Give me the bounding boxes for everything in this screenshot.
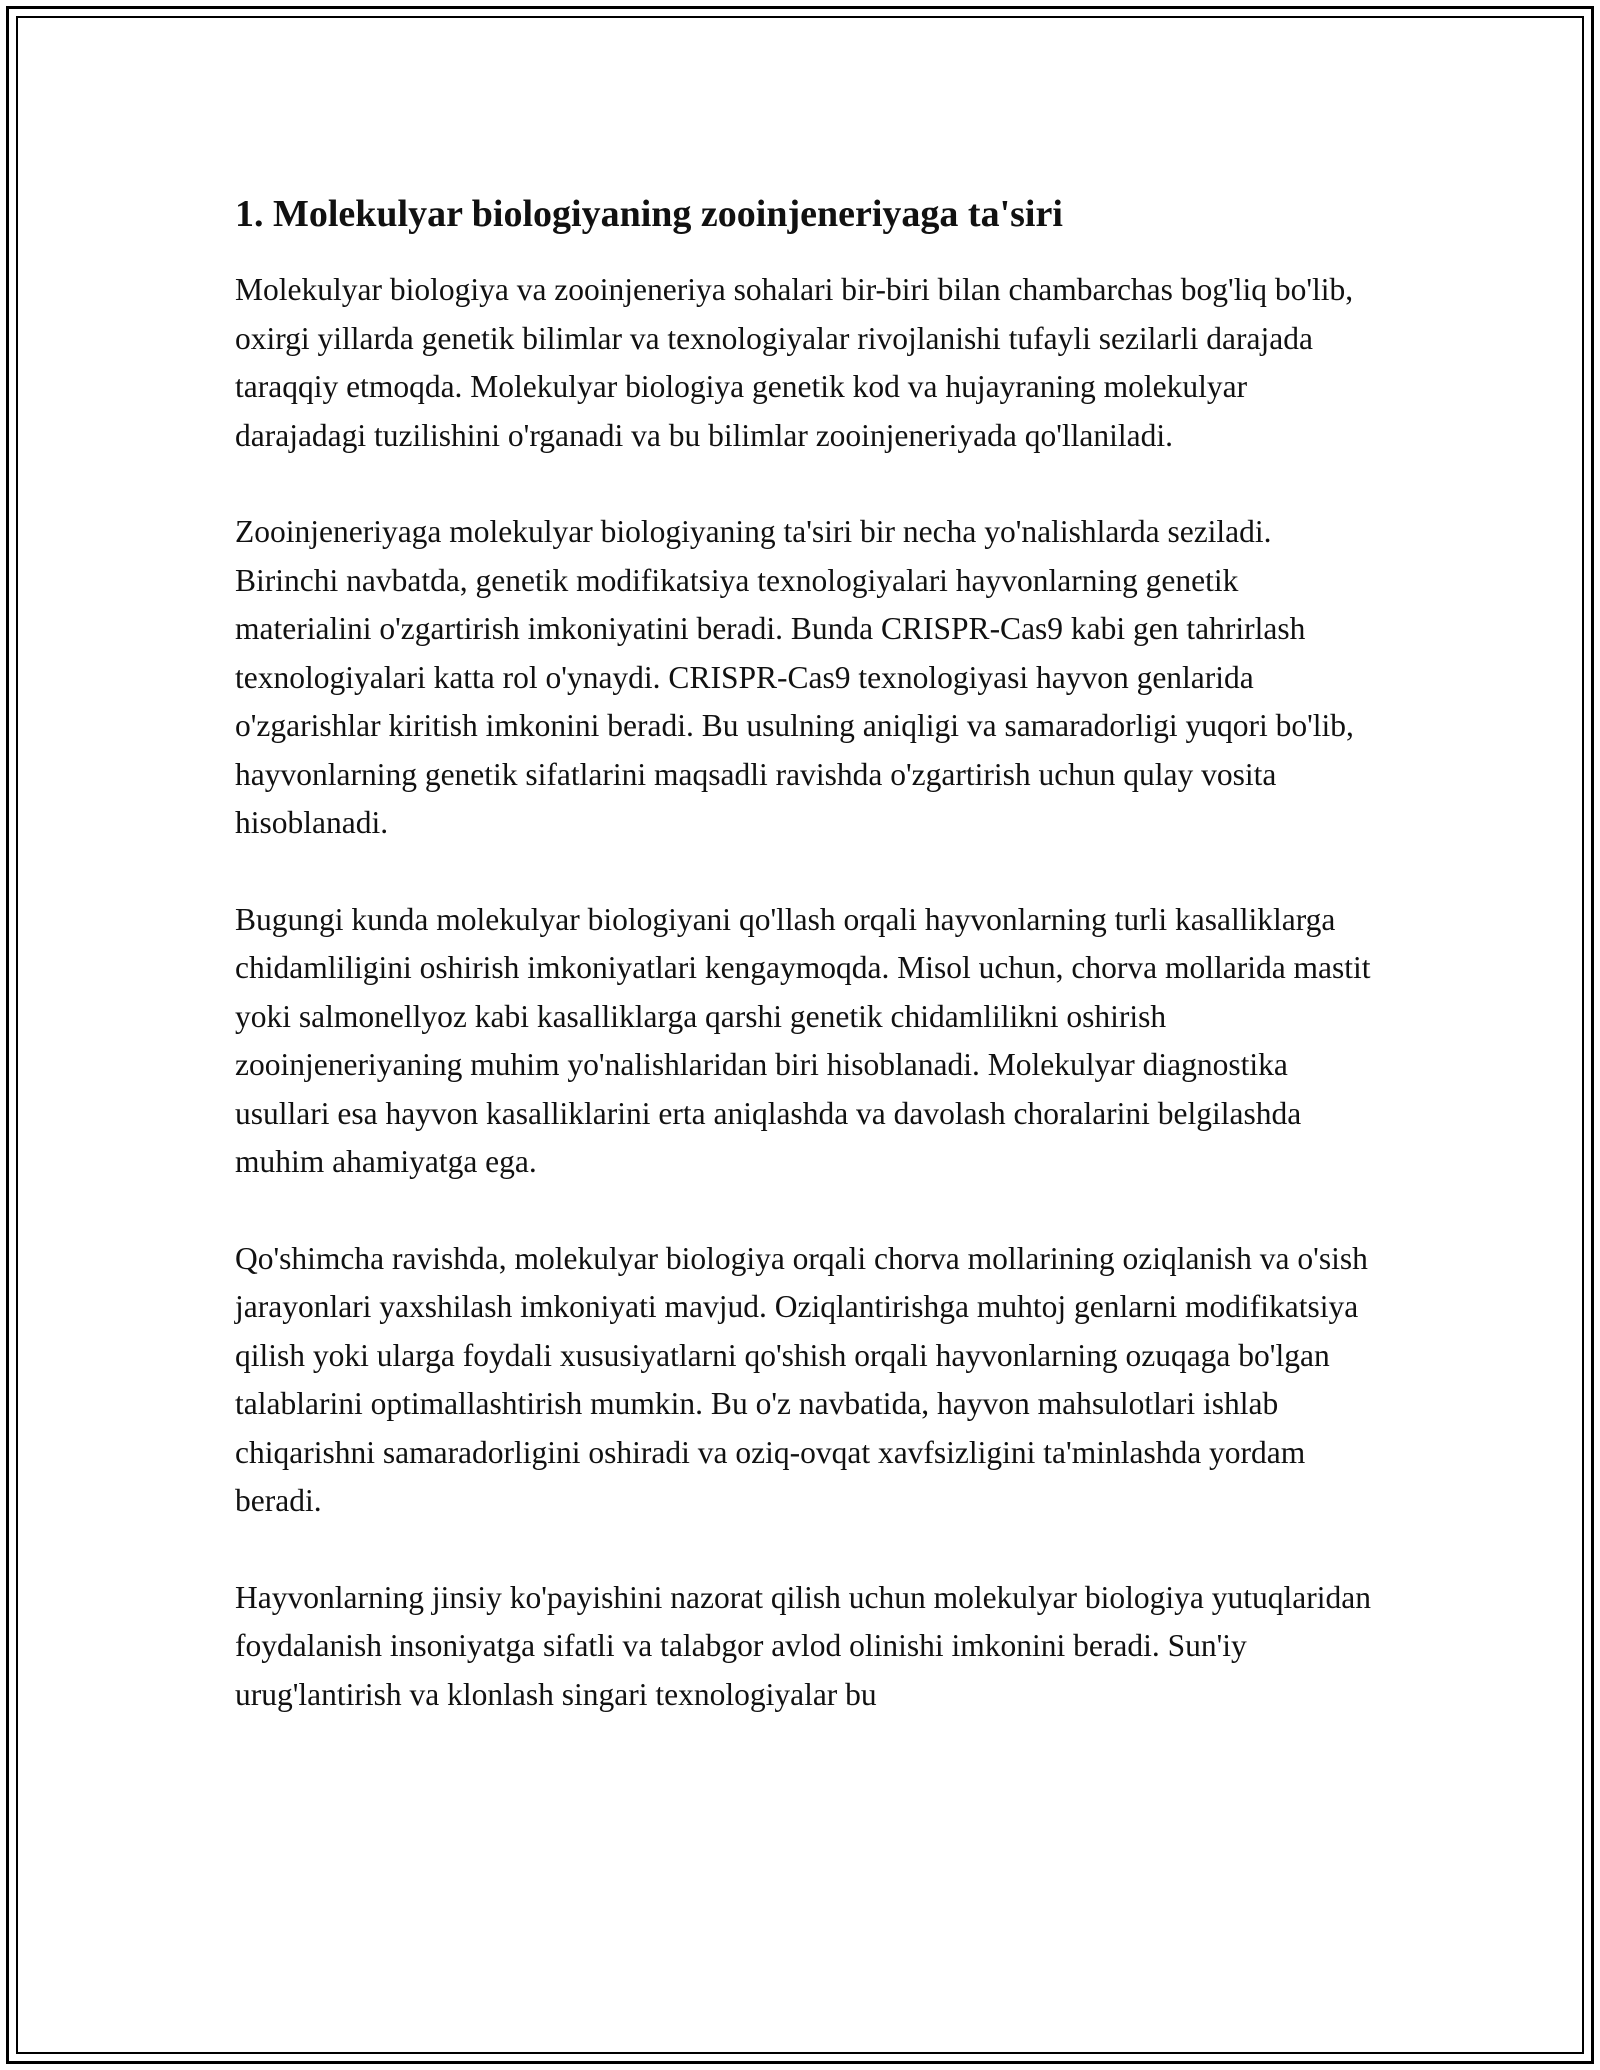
paragraph-5: Hayvonlarning jinsiy ko'payishini nazorat qilish uchun molekulyar biologiya yutuqlaridan foydalanish insoniyatga sifatli va talabgor avlod olinishi imkonini beradi. Sun'iy urug'lantirish va klonlash singari texnologiyalar bu xyxy=(235,1579,1371,1712)
document-body xyxy=(235,190,1375,1767)
paragraph-3: Bugungi kunda molekulyar biologiyani qo'llash orqali hayvonlarning turli kasalliklarga chidamliligini oshirish imkoniyatlari kengaymoqda. Misol uchun, chorva mollarida mastit yoki salmonellyoz kabi kasalliklarga qarshi genetik chidamlilikni oshirish zooinjeneriyaning muhim yo'nalishlaridan biri hisoblanadi. Molekulyar diagnostika usullari esa hayvon kasalliklarini erta aniqlashda va davolash choralarini belgilashda muhim ahamiyatga ega. xyxy=(235,901,1371,1179)
paragraph-4: Qo'shimcha ravishda, molekulyar biologiya orqali chorva mollarining oziqlanish va o'sish jarayonlari yaxshilash imkoniyati mavjud. Oziqlantirishga muhtoj genlarni modifikatsiya qilish yoki ularga foydali xususiyatlarni qo'shish orqali hayvonlarning ozuqaga bo'lgan talablarini optimallashtirish mumkin. Bu o'z navbatida, hayvon mahsulotlari ishlab chiqarishni samaradorligini oshiradi va oziq-ovqat xavfsizligini ta'minlashda yordam beradi. xyxy=(235,1240,1368,1518)
paragraph-1: Molekulyar biologiya va zooinjeneriya sohalari bir-biri bilan chambarchas bog'liq bo'lib, oxirgi yillarda genetik bilimlar va texnologiyalar rivojlanishi tufayli sezilarli darajada taraqqiy etmoqda. Molekulyar biologiya genetik kod va hujayraning molekulyar darajadagi tuzilishini o'rganadi va bu bilimlar zooinjeneriyada qo'llaniladi. xyxy=(235,272,1354,453)
section-heading: 1. Molekulyar biologiyaning zooinjeneriyaga ta'siri xyxy=(235,193,1063,235)
paragraph-2: Zooinjeneriyaga molekulyar biologiyaning ta'siri bir necha yo'nalishlarda seziladi. Birinchi navbatda, genetik modifikatsiya texnologiyalari hayvonlarning genetik materialini o'zgartirish imkoniyatini beradi. Bunda CRISPR-Cas9 kabi gen tahrirlash texnologiyalari katta rol o'ynaydi. CRISPR-Cas9 texnologiyasi hayvon genlarida o'zgarishlar kiritish imkonini beradi. Bu usulning aniqligi va samaradorligi yuqori bo'lib, hayvonlarning genetik sifatlarini maqsadli ravishda o'zgartirish uchun qulay vosita hisoblanadi. xyxy=(235,514,1354,840)
